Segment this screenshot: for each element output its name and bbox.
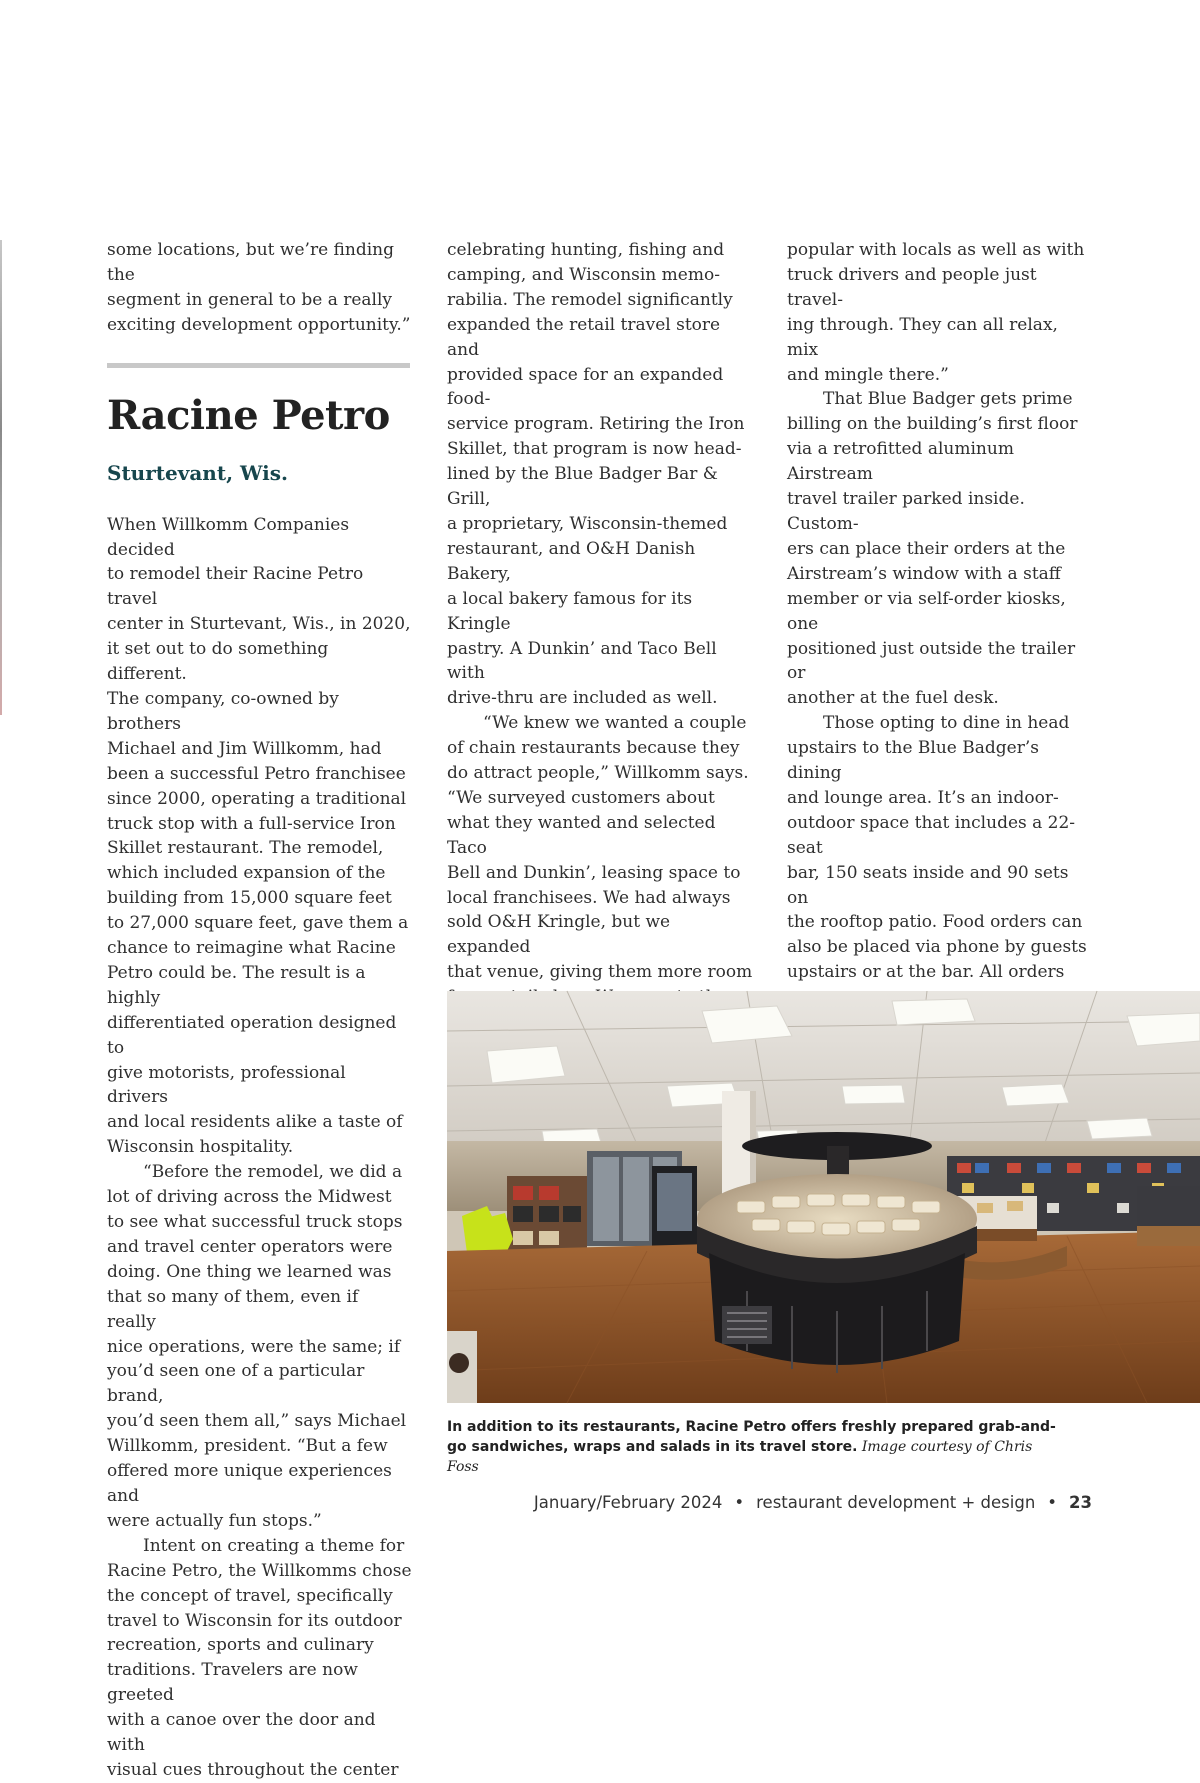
text-line: positioned just outside the trailer or <box>787 638 1076 684</box>
text-line: what they wanted and selected Taco <box>447 812 716 858</box>
text-line: upstairs to the Blue Badger’s dining <box>787 738 1039 784</box>
text-line: lot of driving across the Midwest <box>107 1187 392 1208</box>
text-line: were actually fun stops.” <box>107 1510 322 1531</box>
body-paragraph <box>787 387 1092 711</box>
section-divider <box>107 363 410 368</box>
text-line: The company, co-owned by brothers <box>107 688 339 734</box>
text-line: Airstream’s window with a staff <box>787 563 1061 584</box>
text-line: differentiated operation designed to <box>107 1012 397 1058</box>
text-line: Skillet restaurant. The remodel, <box>107 838 384 859</box>
text-line: a local bakery famous for its Kringle <box>447 588 693 634</box>
text-line: via a retrofitted aluminum Airstream <box>787 439 1014 485</box>
text-line: Willkomm, president. “But a few <box>107 1436 388 1457</box>
text-line: ers can place their orders at the <box>787 538 1066 559</box>
text-line: lined by the Blue Badger Bar & Grill, <box>447 464 718 510</box>
text-line: with a canoe over the door and with <box>107 1710 376 1756</box>
text-line: segment in general to be a really <box>107 289 393 310</box>
text-line: and travel center operators were <box>107 1236 393 1257</box>
text-line: to remodel their Racine Petro travel <box>107 564 364 610</box>
store-interior-photo <box>447 991 1200 1403</box>
text-line: outdoor space that includes a 22-seat <box>787 812 1076 858</box>
text-line: a proprietary, Wisconsin-themed <box>447 513 728 534</box>
text-line: rabilia. The remodel significantly <box>447 289 733 310</box>
text-line: provided space for an expanded food- <box>447 364 724 410</box>
photo-credit: Image courtesy of Chris Foss <box>447 1439 1033 1475</box>
text-line: Intent on creating a theme for <box>143 1535 405 1556</box>
text-line: drive-thru are included as well. <box>447 688 718 709</box>
footer-bullet: • <box>1047 1493 1058 1512</box>
issue-date: January/February 2024 <box>533 1493 723 1512</box>
text-line: do attract people,” Willkomm says. <box>447 763 749 784</box>
text-line: another at the fuel desk. <box>787 688 999 709</box>
body-paragraph <box>787 238 1092 387</box>
text-line: that venue, giving them more room <box>447 962 753 983</box>
text-line: restaurant, and O&H Danish Bakery, <box>447 538 696 584</box>
paragraph-group <box>107 513 412 1783</box>
text-line: of chain restaurants because they <box>447 738 740 759</box>
store-interior-illustration <box>447 991 1200 1403</box>
text-line: truck stop with a full-service Iron <box>107 813 396 834</box>
text-line: “We surveyed customers about <box>447 787 715 808</box>
caption-text: In addition to its restaurants, Racine Petro offers freshly prepared grab-and-go sandwiches, wraps and salads in its travel store. <box>447 1419 1056 1455</box>
text-line: travel trailer parked inside. Custom- <box>787 489 1025 534</box>
text-line: popular with locals as well as with <box>787 240 1085 260</box>
text-line: chance to reimagine what Racine <box>107 938 396 959</box>
body-paragraph <box>447 238 757 711</box>
section-title: Racine Petro <box>107 391 390 439</box>
text-line: travel to Wisconsin for its outdoor <box>107 1610 402 1631</box>
text-line: to 27,000 square feet, gave them a <box>107 913 409 934</box>
text-line: offered more unique experiences and <box>107 1461 392 1506</box>
text-line: Wisconsin hospitality. <box>107 1137 294 1158</box>
text-line: and lounge area. It’s an indoor- <box>787 787 1059 808</box>
text-line: billing on the building’s first floor <box>787 414 1078 435</box>
text-line: traditions. Travelers are now greeted <box>107 1660 358 1706</box>
text-line: give motorists, professional drivers <box>107 1062 346 1108</box>
text-line: Michael and Jim Willkomm, had <box>107 738 382 759</box>
text-line: been a successful Petro franchisee <box>107 763 406 784</box>
text-line: recreation, sports and culinary <box>107 1635 374 1656</box>
article-column-1 <box>107 238 412 1783</box>
photo-caption <box>447 1417 1067 1477</box>
text-line: Petro could be. The result is a highly <box>107 962 366 1008</box>
text-line: also be placed via phone by guests <box>787 937 1087 958</box>
text-line: since 2000, operating a traditional <box>107 788 407 809</box>
text-line: visual cues throughout the center <box>107 1759 399 1780</box>
text-line: That Blue Badger gets prime <box>823 389 1073 410</box>
text-line: local franchisees. We had always <box>447 887 731 908</box>
body-paragraph <box>107 513 412 1161</box>
body-paragraph <box>107 1160 412 1534</box>
text-line: truck drivers and people just travel- <box>787 264 1037 310</box>
text-line: it set out to do something different. <box>107 639 329 685</box>
text-line: you’d seen one of a particular brand, <box>107 1361 365 1407</box>
text-line: member or via self-order kiosks, one <box>787 588 1066 634</box>
text-line: which included expansion of the <box>107 863 386 884</box>
lead-paragraph <box>107 238 412 338</box>
text-line: celebrating hunting, fishing and <box>447 240 725 260</box>
text-line: Racine Petro, the Willkomms chose <box>107 1560 412 1581</box>
text-line: exciting development opportunity.” <box>107 314 411 335</box>
text-line: and mingle there.” <box>787 364 949 385</box>
text-line: doing. One thing we learned was <box>107 1261 392 1282</box>
text-line: camping, and Wisconsin memo- <box>447 264 720 285</box>
text-line: When Willkomm Companies decided <box>107 514 350 560</box>
page-number: 23 <box>1069 1493 1092 1512</box>
text-line: and local residents alike a taste of <box>107 1112 403 1133</box>
section-subtitle: Sturtevant, Wis. <box>107 460 288 485</box>
body-paragraph <box>107 1534 412 1783</box>
text-line: that so many of them, even if really <box>107 1286 359 1332</box>
text-line: Bell and Dunkin’, leasing space to <box>447 862 741 883</box>
text-line: the concept of travel, specifically <box>107 1585 393 1606</box>
text-line: pastry. A Dunkin’ and Taco Bell with <box>447 638 717 684</box>
text-line: bar, 150 seats inside and 90 sets on <box>787 862 1069 908</box>
publication-name: restaurant development + design <box>756 1493 1036 1512</box>
text-line: “We knew we wanted a couple <box>483 713 747 734</box>
text-line: Those opting to dine in head <box>823 713 1070 734</box>
text-line: to see what successful truck stops <box>107 1212 403 1232</box>
page-footer <box>534 1492 1092 1514</box>
text-line: Skillet, that program is now head- <box>447 439 742 460</box>
text-line: service program. Retiring the Iron <box>447 414 745 435</box>
text-line: ing through. They can all relax, mix <box>787 314 1058 360</box>
text-line: center in Sturtevant, Wis., in 2020, <box>107 614 411 635</box>
page-edge-strip <box>0 240 2 715</box>
text-line: building from 15,000 square feet <box>107 888 392 909</box>
text-line: the rooftop patio. Food orders can <box>787 912 1083 933</box>
footer-bullet: • <box>734 1493 745 1512</box>
text-line: some locations, but we’re finding the <box>107 240 394 285</box>
text-line: you’d seen them all,” says Michael <box>107 1411 407 1432</box>
text-line: upstairs or at the bar. All orders <box>787 962 1065 983</box>
text-line: “Before the remodel, we did a <box>143 1162 403 1183</box>
text-line: expanded the retail travel store and <box>447 314 721 360</box>
text-line: sold O&H Kringle, but we expanded <box>447 912 671 958</box>
text-line: nice operations, were the same; if <box>107 1336 401 1357</box>
